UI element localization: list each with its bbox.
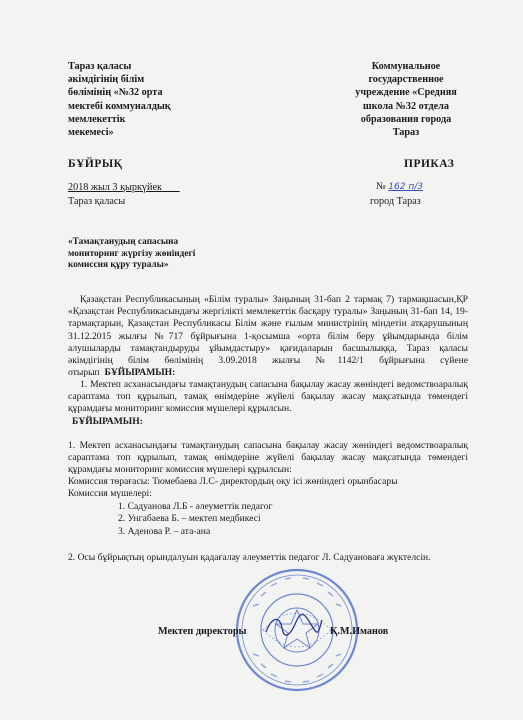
order-number [376,181,423,194]
preamble-text: Қазақстан Республикасының «Білім туралы» Заңының 31-бап 2 тармақ 7) тармақшасын,ҚР «Қазақстан Республикасындағы жергілікті мемлекеттік басқару туралы» Заңының 31-бап 14, 19-тармақтарын, Қазақстан Республикасы Білім және ғылым министрінің міндетін атқарушының 31.12.2015 жылғы №717 бұйрығына 1-қосымша «орта білім беру ұйымдарында білім алушыларды тамақтандыруды ұйымдастыру» қағидаларын басшылыққа, Тараз қаласы әкімдігінің білім бөлімінің 3.09.2018 жылғы №1142/1 бұйрығына сүйене отырып [68,294,468,379]
handwritten-signature-icon [262,612,324,638]
preamble [68,294,468,379]
header-left-line: мемлекеттік [68,113,126,125]
header-right-line: школа №32 отдела [363,100,449,112]
signature-name: Қ.М.Иманов [330,626,389,637]
order-date: 2018 жыл 3 қыркүйек [68,182,162,193]
place-ru: город Тараз [370,196,421,207]
order-number-handwritten: 162 п/3 [388,182,423,192]
member-item: 1. Садуанова Л.Б - әлеуметтік педагог [118,501,273,512]
subject-line: мониторинг жүргізу жөніндегі [68,248,196,259]
header-right-line: Тараз [392,127,420,139]
item-1-first: 1. Мектеп асханасындағы тамақтанудың сапасына бақылау жасау жөніндегі ведомствоаралық сараптама топ құрылып, тамақ өнімдеріне жүйелі бақылау жасау мақсатында төмендегі құрамдағы мониторинг комиссия мүшелері құрылсын. [68,379,468,415]
item-2: 2. Осы бұйрықтың орындалуын қадағалау әлеуметтік педагог Л. Садуановаға жүктелсін. [68,552,431,563]
order-subject [68,237,268,272]
place-kz: Тараз қаласы [68,196,126,207]
signature-role: Мектеп директоры [158,626,247,637]
header-right-line: учреждение «Средняя [355,87,457,99]
header-right [322,60,490,139]
doc-title-ru: ПРИКАЗ [404,158,455,170]
header-left-line: әкімдігінің білім [68,74,145,86]
members-title: Комиссия мүшелері: [68,488,152,499]
subject-line: «Тамақтанудың сапасына [68,237,179,247]
chair-line: Комиссия төрағасы: Тюмебаева Л.С- директордың оқу ісі жөніндегі орынбасары [68,476,398,487]
header-left-line: Тараз қаласы [68,61,132,72]
doc-title-kz: БҰЙРЫҚ [68,158,123,170]
order-word-2: БҰЙЫРАМЫН: [72,416,143,427]
header-left [68,60,248,139]
header-right-line: образования города [360,113,452,125]
header-right-line: государственное [368,74,444,86]
header-left-line: бөлімінің «№32 орта [68,87,163,99]
order-number-prefix: № [376,181,386,192]
item-1-second: 1. Мектеп асханасындағы тамақтанудың сапасына бақылау жасау жөніндегі ведомствоаралық сараптама топ құрылып, тамақ өнімдеріне жүйелі бақылау жасау мақсатында төмендегі құрамдағы мониторинг комиссия мүшелері құрылсын: [68,440,468,476]
member-item: 2. Унгабаева Б. – мектеп медбикесі [118,513,261,524]
member-item: 3. Аденова Р. – ата-ана [118,526,211,537]
header-left-line: мекемесі» [68,127,114,139]
subject-line: комиссия құру туралы» [68,260,169,270]
header-left-line: мектебі коммуналдық [68,100,171,112]
header-right-line: Коммунальное [371,61,441,72]
date-line [68,182,180,195]
order-word: БҰЙЫРАМЫН: [104,367,176,379]
